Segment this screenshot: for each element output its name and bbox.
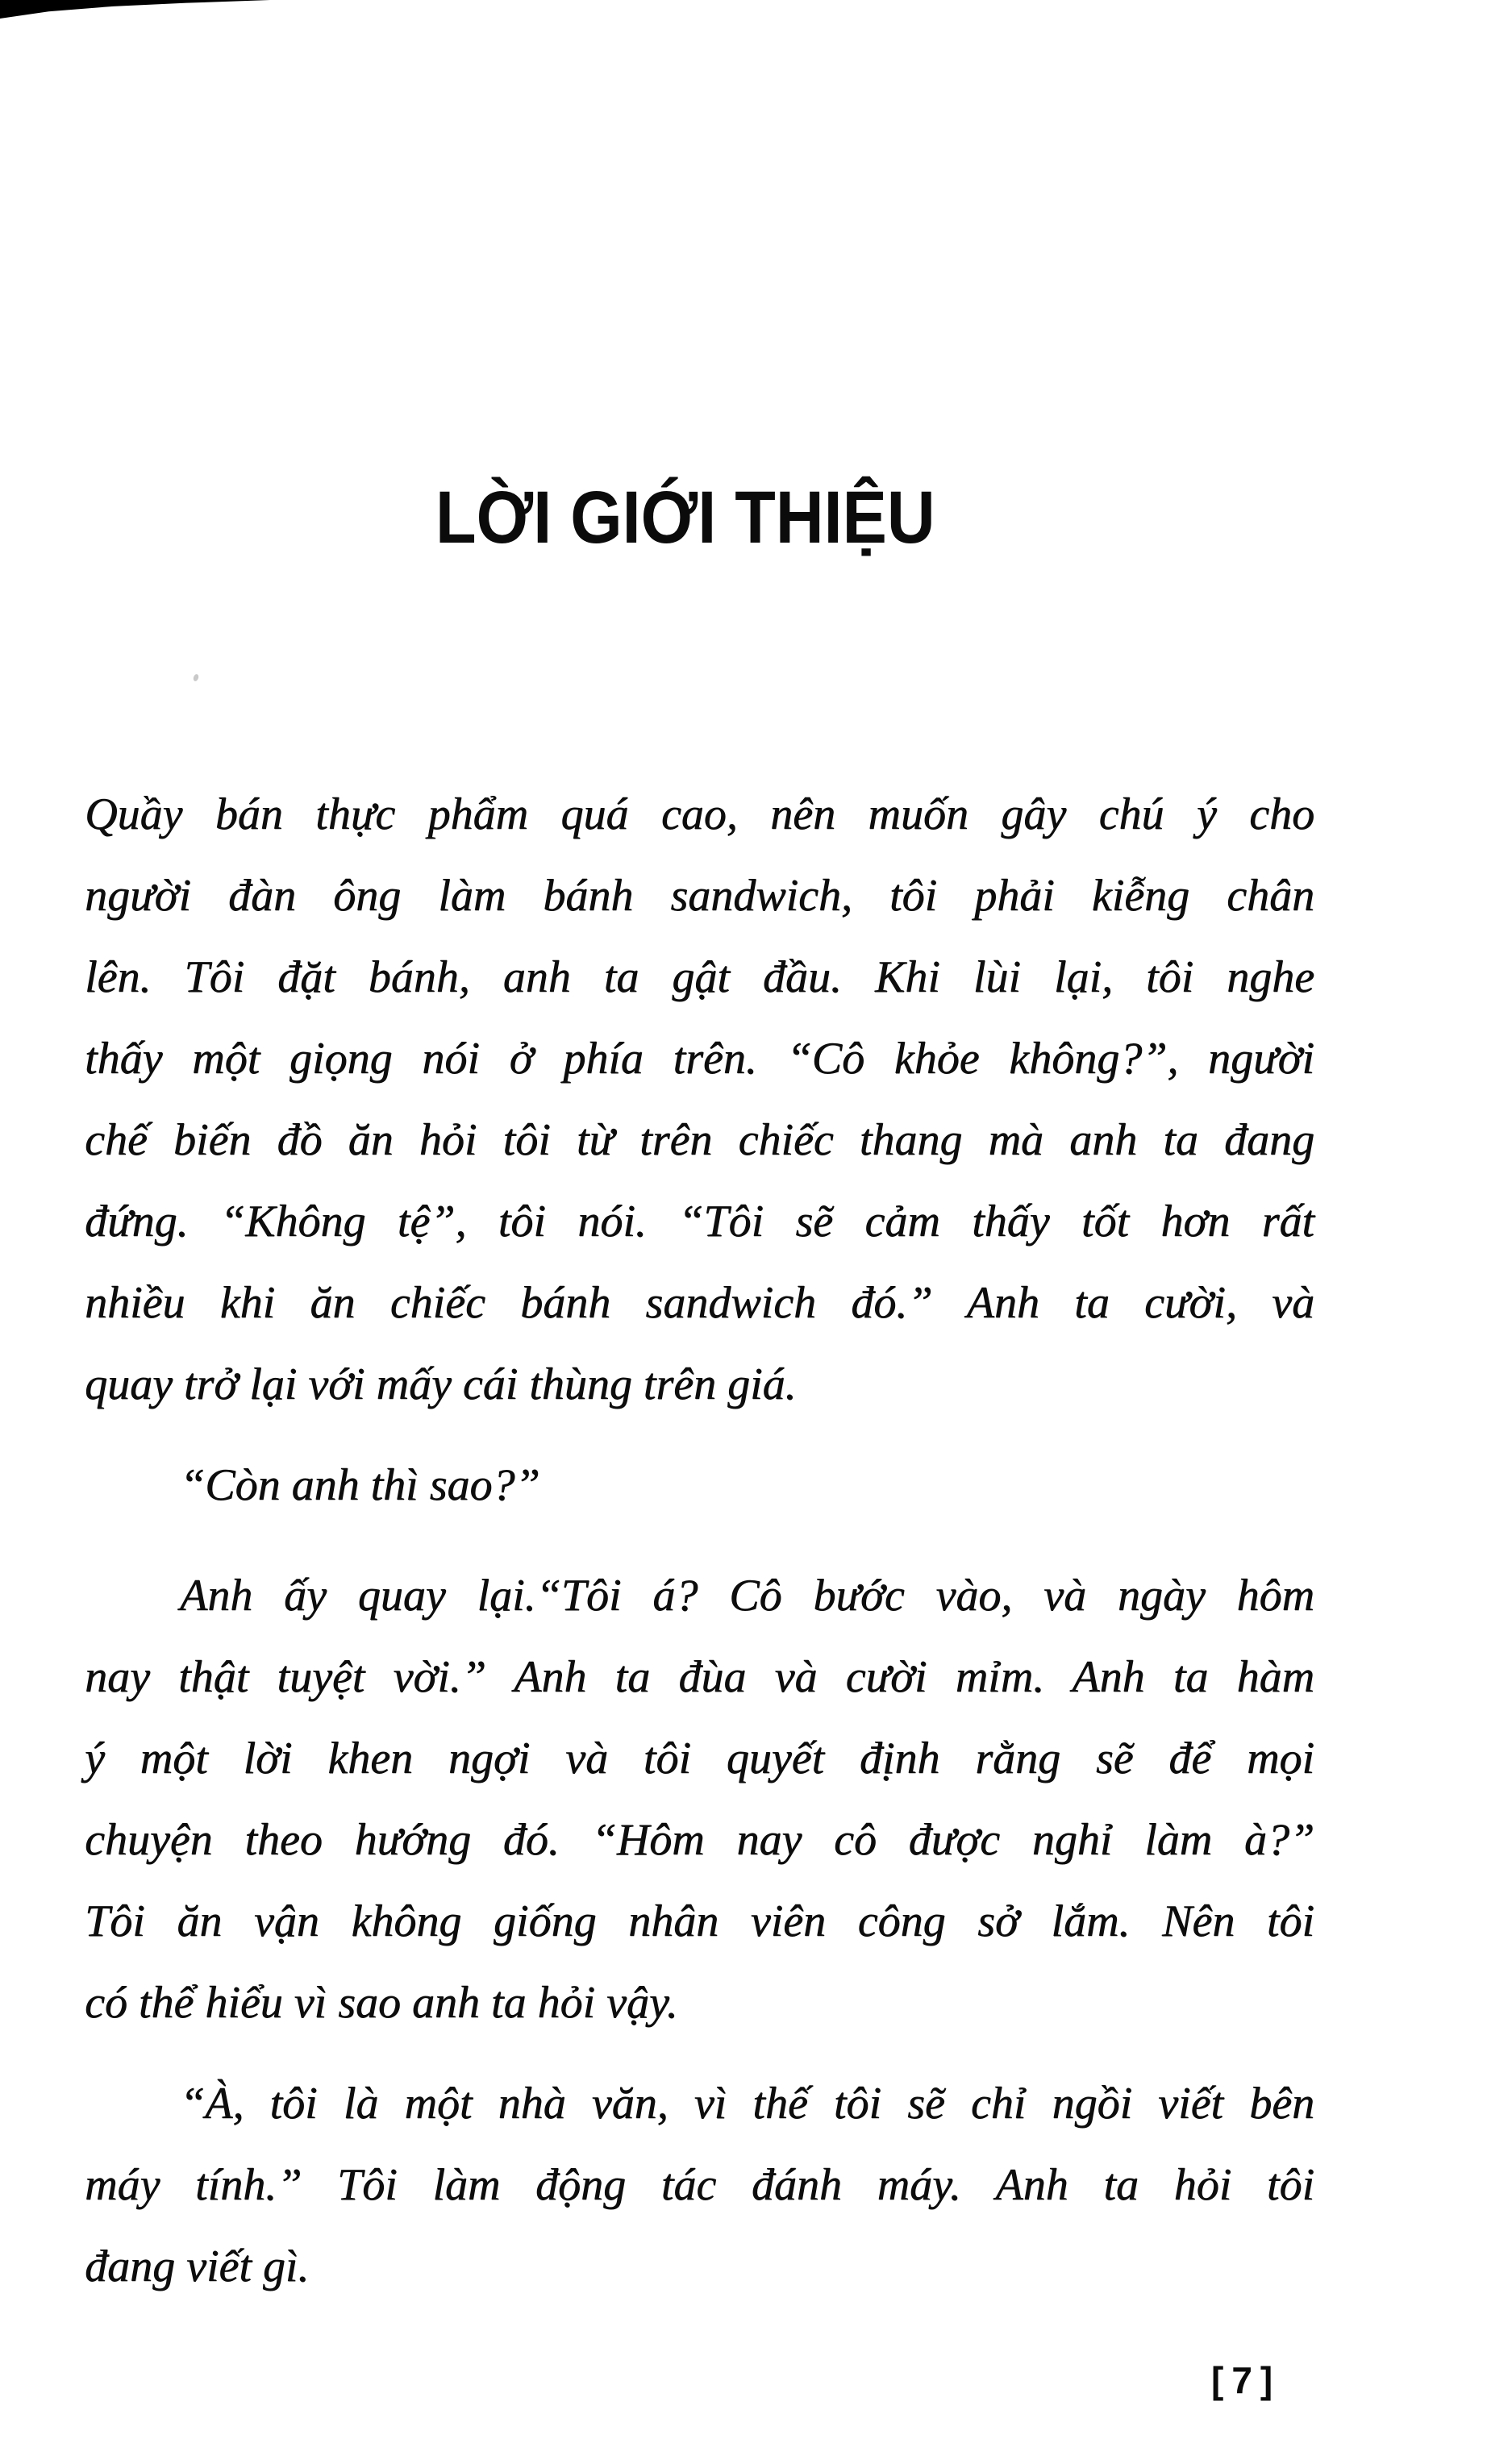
text-line: nhiều khi ăn chiếc bánh sandwich đó.” Anh ta cười, và	[85, 1278, 1314, 1328]
text-line: máy tính.” Tôi làm động tác đánh máy. Anh ta hỏi tôi	[85, 2160, 1314, 2210]
text-line: ý một lời khen ngợi và tôi quyết định rằng sẽ để mọi	[85, 1734, 1314, 1783]
scan-speck	[193, 673, 200, 682]
text-line: Tôi ăn vận không giống nhân viên công sở lắm. Nên tôi	[85, 1896, 1314, 1946]
text-line: lên. Tôi đặt bánh, anh ta gật đầu. Khi lùi lại, tôi nghe	[85, 952, 1314, 1002]
text-line: đang viết gì.	[85, 2241, 310, 2291]
text-line: “À, tôi là một nhà văn, vì thế tôi sẽ chỉ ngồi viết bên	[180, 2079, 1314, 2129]
page-number: [7]	[1211, 2359, 1281, 2401]
text-line: nay thật tuyệt vời.” Anh ta đùa và cười mỉm. Anh ta hàm	[85, 1652, 1314, 1702]
paragraph	[85, 1555, 1314, 2044]
text-line: có thể hiểu vì sao anh ta hỏi vậy.	[85, 1978, 678, 2028]
text-line: Anh ấy quay lại.“Tôi á? Cô bước vào, và ngày hôm	[180, 1571, 1314, 1621]
text-line: người đàn ông làm bánh sandwich, tôi phải kiễng chân	[85, 871, 1314, 921]
text-line: đứng. “Không tệ”, tôi nói. “Tôi sẽ cảm thấy tốt hơn rất	[85, 1197, 1314, 1247]
text-line: chế biến đồ ăn hỏi tôi từ trên chiếc thang mà anh ta đang	[85, 1115, 1314, 1165]
scan-artifact-top-left	[0, 0, 270, 19]
text-line: Quầy bán thực phẩm quá cao, nên muốn gây chú ý cho	[85, 789, 1314, 839]
text-line: chuyện theo hướng đó. “Hôm nay cô được nghỉ làm à?”	[85, 1815, 1314, 1865]
paragraph	[85, 774, 1314, 1426]
text-line: quay trở lại với mấy cái thùng trên giá.	[85, 1359, 797, 1409]
text-line: thấy một giọng nói ở phía trên. “Cô khỏe không?”, người	[85, 1034, 1314, 1084]
paragraph	[85, 2063, 1314, 2308]
text-line: “Còn anh thì sao?”	[180, 1460, 540, 1510]
body-text	[85, 774, 1314, 2308]
chapter-title: LỜI GIỚI THIỆU	[435, 477, 935, 559]
paragraph	[85, 1445, 1314, 1526]
